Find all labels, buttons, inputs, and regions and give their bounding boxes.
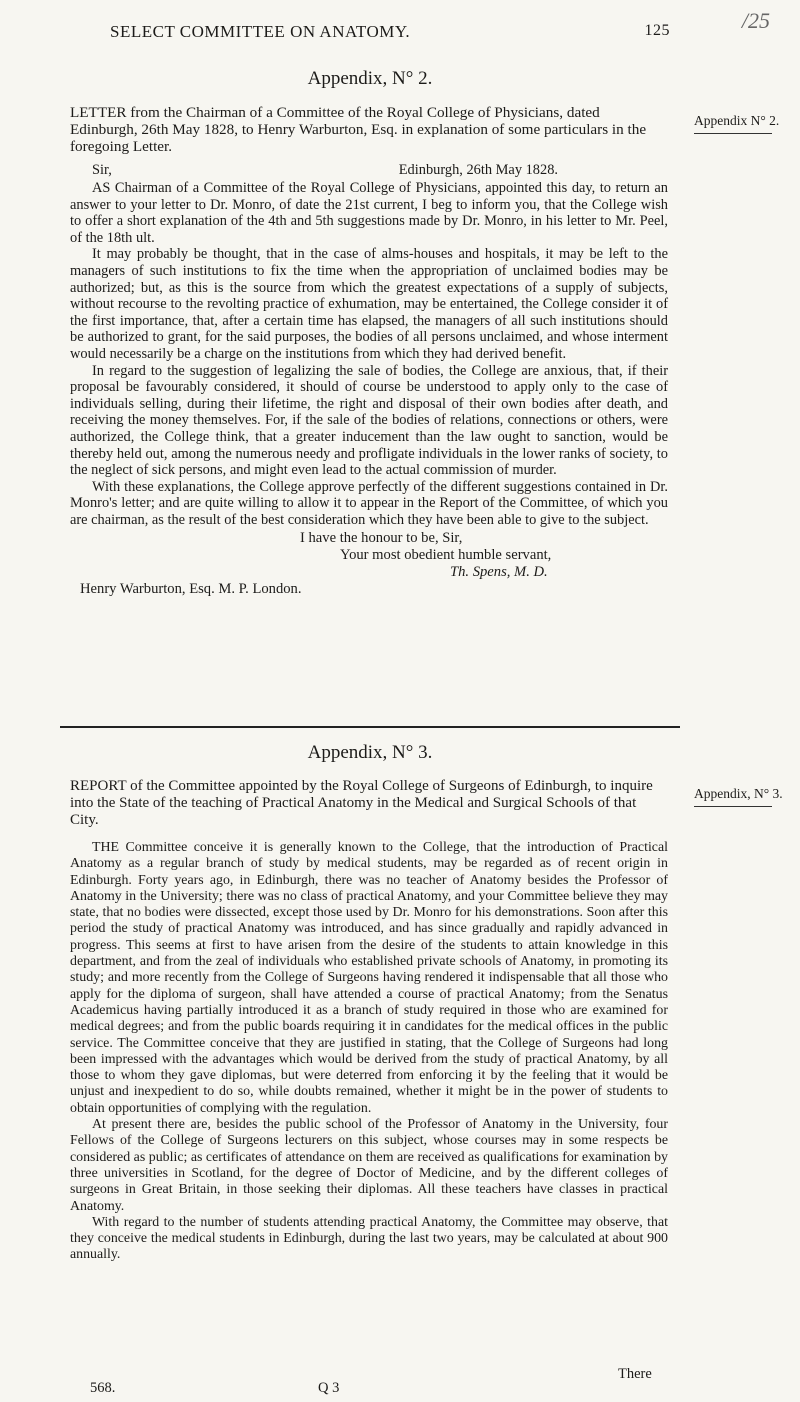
sessional-number: 568. (90, 1380, 116, 1396)
letter-paragraph: In regard to the suggestion of legalizing the sale of bodies, the College are anxious, that, if their proposal be favourably considered, it should of course be understood to apply only to the case of individuals selling, during their lifetime, the right and disposal of their own bodies after death, and receiving the money themselves. For, if the sale of the bodies of relations, connections or others, were authorized, the College think, that a greater inducement than the law ought to sanction, would be thereby held out, among the numerous needy and profligate individuals in the lower ranks of society, to the neglect of sick persons, and might even lead to the actual commission of murder. (70, 362, 668, 479)
letter-salutation-line (70, 162, 668, 180)
page-number: 125 (644, 22, 670, 39)
appendix-2-side-label (694, 113, 779, 134)
appendix-3-title: Appendix, N° 3. (307, 742, 433, 763)
closing-line-2: Your most obedient humble servant, (340, 547, 552, 564)
letter-paragraph: With these explanations, the College approve perfectly of the different suggestions contained in Dr. Monro's letter; and are quite willing to allow it to appear in the Report of the Committee, of which you are chairman, as the result of the best consideration which they have been able to give to the subject. (70, 478, 668, 528)
signature: Th. Spens, M. D. (450, 564, 548, 581)
salutation: Sir, (92, 162, 112, 178)
catchword: There (618, 1366, 652, 1382)
section-divider (60, 726, 680, 728)
signature-mark: Q 3 (318, 1380, 340, 1396)
running-head-title: SELECT COMMITTEE ON ANATOMY. (110, 22, 411, 41)
side-label-rule (694, 806, 772, 807)
closing-line-1: I have the honour to be, Sir, (300, 530, 463, 547)
report-paragraph: With regard to the number of students attending practical Anatomy, the Committee may observe, that they conceive the medical students in Edinburgh, during the last two years, may be calculated at about 900 annually. (70, 1214, 668, 1263)
appendix-2-title: Appendix, N° 2. (307, 68, 433, 89)
appendix-3-heading: REPORT of the Committee appointed by the Royal College of Surgeons of Edinburgh, to inquire into the State of the teaching of Practical Anatomy in the Medical and Surgical Schools of that City. (70, 778, 653, 828)
appendix-2-heading: LETTER from the Chairman of a Committee of the Royal College of Physicians, dated Edinburgh, 26th May 1828, to Henry Warburton, Esq. in explanation of some particulars in the foregoing Letter. (70, 104, 647, 155)
appendix-2-letter-body (70, 162, 668, 598)
appendix-3-side-text: Appendix, N° 3. (694, 786, 783, 801)
running-head (110, 22, 670, 42)
letter-paragraph: AS Chairman of a Committee of the Royal College of Physicians, appointed this day, to return an answer to your letter to Dr. Monro, of date the 21st current, I beg to inform you, that the College wish to offer a short explanation of the 4th and 5th suggestions made by Dr. Monro, in his letter to Mr. Peel, of the 18th ult. (70, 180, 668, 246)
side-label-rule (694, 133, 772, 134)
corner-pencil-mark: /25 (741, 8, 770, 33)
appendix-3-side-label (694, 786, 783, 807)
letter-paragraph: It may probably be thought, that in the case of alms-houses and hospitals, it may be left to the managers of such institutions to fix the time when the appropriation of unclaimed bodies may be authorized; but, as this is the source from which the greatest expectations of a supply of subjects, without recourse to the revolting practice of exhumation, may be entertained, the College consider it of the first importance, that, after a certain time has elapsed, the managers of all such institutions should be authorized to grant, for the said purposes, the bodies of all persons unclaimed, and whose interment would necessarily be a charge on the institutions from which they had derived benefit. (70, 246, 668, 362)
addressee: Henry Warburton, Esq. M. P. London. (80, 581, 302, 598)
report-paragraph: At present there are, besides the public school of the Professor of Anatomy in the University, four Fellows of the College of Surgeons lecturers on this subject, whose courses may in some respects be considered as public; as certificates of attendance on them are received as qualifications for examination by three universities in Scotland, for the degree of Doctor of Medicine, and by the different colleges of surgeons in Great Britain, in those seeking their diplomas. All these teachers have classes in practical Anatomy. (70, 1117, 668, 1214)
appendix-2-side-text: Appendix N° 2. (694, 113, 780, 128)
place-date: Edinburgh, 26th May 1828. (398, 162, 558, 178)
appendix-3-report-body (70, 840, 668, 1264)
report-paragraph: THE Committee conceive it is generally known to the College, that the introduction of Practical Anatomy as a regular branch of study by medical students, may be regarded as of recent origin in Edinburgh. Forty years ago, in Edinburgh, there was no teacher of Anatomy besides the Professor of Anatomy in the University; there was no class of practical Anatomy, and your Committee believe they may state, that no bodies were dissected, except those used by Dr. Monro for his demonstrations. Soon after this period the study of practical Anatomy was introduced, and has since gradually and rapidly advanced in progress. This seems at first to have arisen from the desire of the students to attain knowledge in this department, and from the zeal of individuals who established private schools of Anatomy, in promoting its study; and more recently from the College of Surgeons having rendered it indispensable that all those who apply for the diploma of surgeon, shall have attended a course of practical Anatomy; from the Senatus Academicus having partially introduced it as a branch of study required in those who are examined for medical degrees; and from the public boards requiring it in candidates for the medical offices in the public service. The Committee conceive that they are justified in stating, that the College of Surgeons had long been impressed with the advantages which would be derived from the study of practical Anatomy, by all those to whom they gave diplomas, but were deterred from enforcing it by the feeling that it would be unjust and inexpedient to do so, while doubts remained, whether it might be in the power of students to obtain opportunities of complying with the regulation. (70, 840, 668, 1116)
